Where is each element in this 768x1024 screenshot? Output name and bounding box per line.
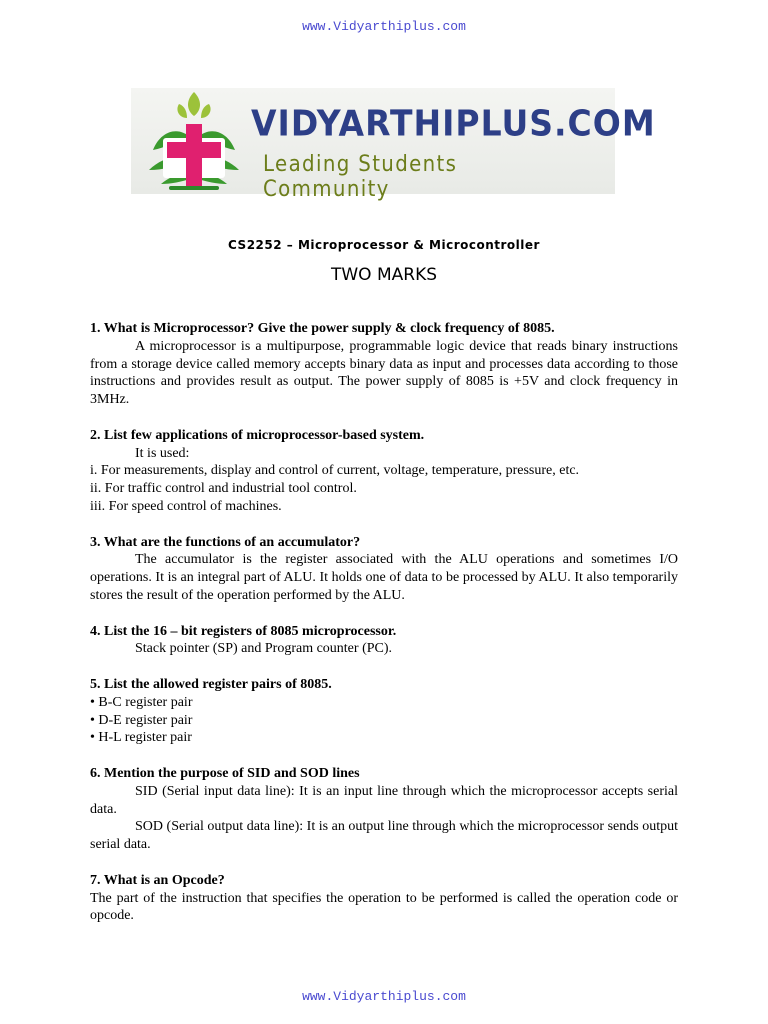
question-item bbox=[90, 534, 678, 605]
medical-cross-emblem-icon bbox=[139, 90, 249, 194]
header-url[interactable]: www.Vidyarthiplus.com bbox=[302, 19, 466, 34]
answer-intro: It is used: bbox=[135, 445, 190, 461]
question-text: 1. What is Microprocessor? Give the power supply & clock frequency of 8085. bbox=[90, 321, 555, 336]
question-item bbox=[90, 320, 678, 409]
answer-line: ii. For traffic control and industrial tool control. bbox=[90, 481, 357, 497]
answer-text: The part of the instruction that specifies the operation to be performed is called the operation code or opcode. bbox=[90, 890, 678, 924]
question-item bbox=[90, 872, 678, 925]
question-text: 4. List the 16 – bit registers of 8085 microprocessor. bbox=[90, 623, 397, 639]
answer-text: Stack pointer (SP) and Program counter (PC). bbox=[135, 641, 393, 657]
question-item bbox=[90, 623, 678, 659]
question-item bbox=[90, 427, 678, 516]
section-title: TWO MARKS bbox=[330, 265, 438, 285]
question-text: 6. Mention the purpose of SID and SOD lines bbox=[90, 765, 360, 781]
question-item bbox=[90, 676, 678, 747]
question-text: 3. What are the functions of an accumulator? bbox=[90, 534, 361, 550]
answer-line: • B-C register pair bbox=[90, 694, 193, 710]
question-text: 5. List the allowed register pairs of 8085. bbox=[90, 676, 332, 692]
answer-line: iii. For speed control of machines. bbox=[90, 498, 282, 514]
answer-line: • D-E register pair bbox=[90, 712, 193, 728]
site-banner bbox=[131, 88, 656, 202]
course-title: CS2252 – Microprocessor & Microcontroller bbox=[228, 238, 540, 252]
answer-text: The accumulator is the register associated with the ALU operations and sometimes I/O operations. It is an integral part of ALU. It holds one of data to be processed by ALU. It also temporarily stores the result of the operation performed by the ALU. bbox=[90, 552, 678, 603]
question-text: 7. What is an Opcode? bbox=[90, 872, 225, 888]
brand-name: VIDYARTHIPLUS.COM bbox=[251, 102, 656, 145]
footer-url[interactable]: www.Vidyarthiplus.com bbox=[302, 989, 466, 1004]
brand-tagline: Leading Students Community bbox=[263, 152, 458, 202]
question-text: 2. List few applications of microprocessor-based system. bbox=[90, 427, 425, 443]
answer-text: A microprocessor is a multipurpose, programmable logic device that reads binary instructions from a storage device called memory accepts binary data as input and processes data according to those instructions and provides result as output. The power supply of 8085 is +5V and clock frequency in 3MHz. bbox=[90, 338, 678, 408]
answer-line: i. For measurements, display and control of current, voltage, temperature, pressure, etc. bbox=[90, 463, 580, 479]
question-item bbox=[90, 765, 678, 854]
answer-text: SOD (Serial output data line): It is an output line through which the microprocessor sends output serial data. bbox=[90, 819, 678, 853]
answer-line: • H-L register pair bbox=[90, 730, 192, 746]
two-marks-content bbox=[90, 320, 678, 943]
answer-text: SID (Serial input data line): It is an input line through which the microprocessor accepts serial data. bbox=[90, 783, 678, 817]
